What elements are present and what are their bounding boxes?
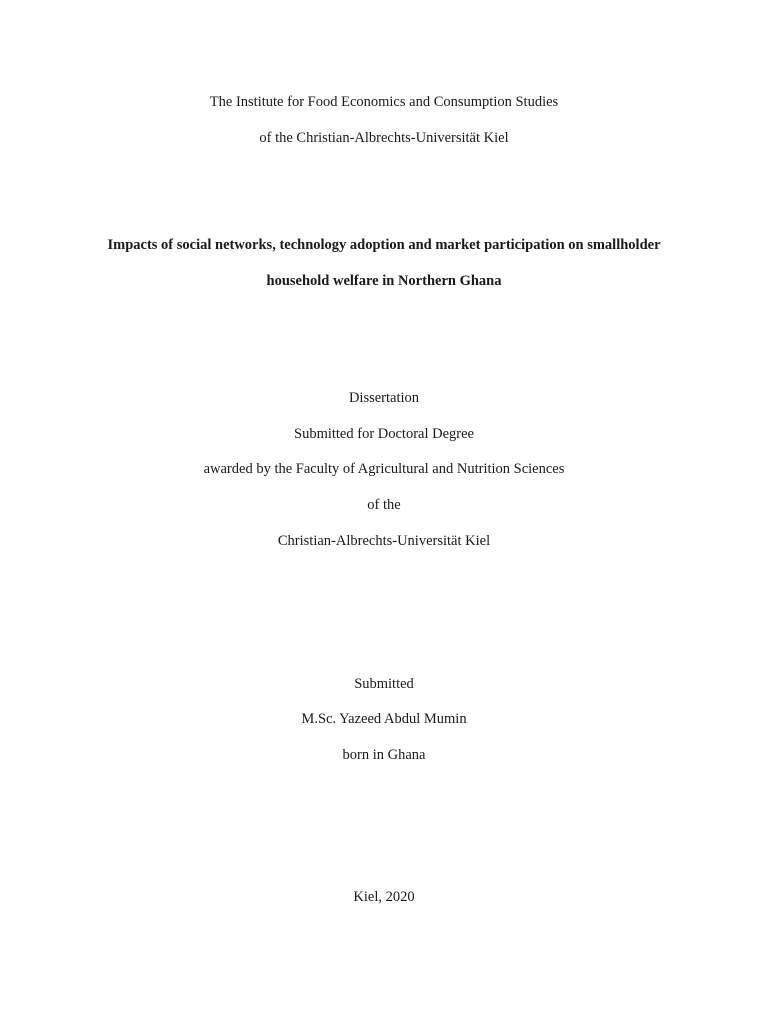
submitted-label: Submitted [354, 676, 414, 692]
dissertation-label: Dissertation [348, 390, 420, 406]
institute-line-2: of the Christian-Albrechts-Universität Kiel [259, 130, 509, 146]
faculty-line: awarded by the Faculty of Agricultural and Nutrition Sciences [203, 461, 565, 477]
university-line: Christian-Albrechts-Universität Kiel [277, 533, 491, 549]
author-name: M.Sc. Yazeed Abdul Mumin [301, 711, 467, 727]
degree-line: Submitted for Doctoral Degree [294, 426, 474, 442]
author-birthplace: born in Ghana [342, 747, 426, 763]
of-the-line: of the [367, 497, 401, 513]
place-date: Kiel, 2020 [353, 889, 415, 905]
thesis-title-line-1: Impacts of social networks, technology adoption and market participation on smallholder [107, 237, 661, 253]
institute-line-1: The Institute for Food Economics and Consumption Studies [209, 94, 559, 110]
thesis-title-line-2: household welfare in Northern Ghana [266, 273, 502, 289]
